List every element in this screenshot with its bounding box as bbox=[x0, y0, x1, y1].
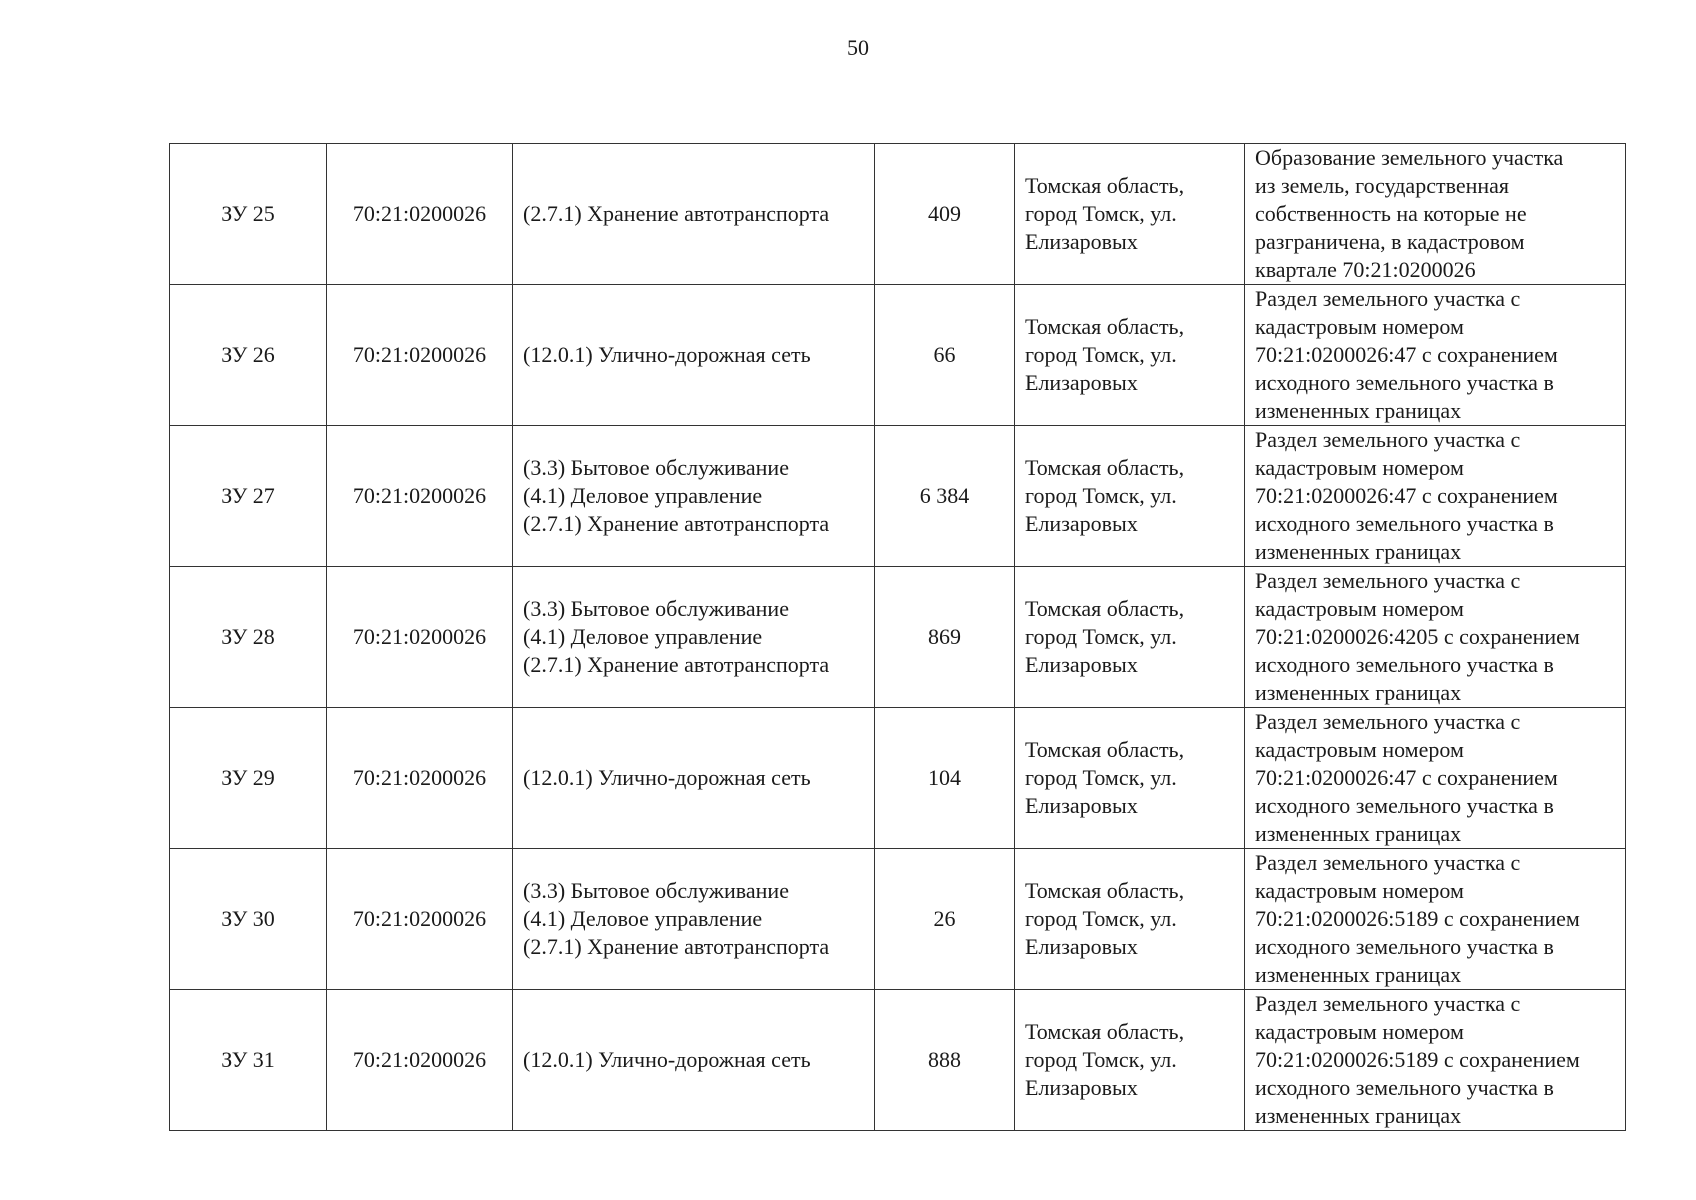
plot-id-cell: ЗУ 28 bbox=[170, 567, 327, 708]
cadastral-quarter-cell: 70:21:0200026 bbox=[327, 708, 513, 849]
area-cell: 66 bbox=[875, 285, 1015, 426]
permitted-use-cell: (12.0.1) Улично-дорожная сеть bbox=[523, 765, 811, 790]
plot-id-cell: ЗУ 27 bbox=[170, 426, 327, 567]
permitted-use-cell: (3.3) Бытовое обслуживание (4.1) Деловое управление (2.7.1) Хранение автотранспорта bbox=[523, 878, 830, 959]
address-cell: Томская область, город Томск, ул. Елизаровых bbox=[1025, 878, 1185, 959]
table-row bbox=[170, 990, 1626, 1131]
formation-method-cell: Раздел земельного участка с кадастровым номером 70:21:0200026:5189 с сохранением исходного земельного участка в измененных границах bbox=[1255, 850, 1580, 987]
permitted-use-cell: (12.0.1) Улично-дорожная сеть bbox=[523, 342, 811, 367]
address-cell: Томская область, город Томск, ул. Елизаровых bbox=[1025, 1019, 1185, 1100]
permitted-use-cell: (2.7.1) Хранение автотранспорта bbox=[523, 201, 830, 226]
page-number: 50 bbox=[847, 35, 869, 60]
permitted-use-cell: (3.3) Бытовое обслуживание (4.1) Деловое управление (2.7.1) Хранение автотранспорта bbox=[523, 455, 830, 536]
plot-id-cell: ЗУ 30 bbox=[170, 849, 327, 990]
plot-id-cell: ЗУ 31 bbox=[170, 990, 327, 1131]
formation-method-cell: Раздел земельного участка с кадастровым номером 70:21:0200026:4205 с сохранением исходного земельного участка в измененных границах bbox=[1255, 568, 1580, 705]
cadastral-quarter-cell: 70:21:0200026 bbox=[327, 990, 513, 1131]
permitted-use-cell: (3.3) Бытовое обслуживание (4.1) Деловое управление (2.7.1) Хранение автотранспорта bbox=[523, 596, 830, 677]
address-cell: Томская область, город Томск, ул. Елизаровых bbox=[1025, 314, 1185, 395]
area-cell: 888 bbox=[875, 990, 1015, 1131]
table-row bbox=[170, 849, 1626, 990]
cadastral-quarter-cell: 70:21:0200026 bbox=[327, 426, 513, 567]
address-cell: Томская область, город Томск, ул. Елизаровых bbox=[1025, 596, 1185, 677]
plot-id-cell: ЗУ 29 bbox=[170, 708, 327, 849]
area-cell: 869 bbox=[875, 567, 1015, 708]
cadastral-quarter-cell: 70:21:0200026 bbox=[327, 567, 513, 708]
formation-method-cell: Образование земельного участка из земель, государственная собственность на которые не разграничена, в кадастровом квартале 70:21:0200026 bbox=[1255, 145, 1564, 282]
formation-method-cell: Раздел земельного участка с кадастровым номером 70:21:0200026:5189 с сохранением исходного земельного участка в измененных границах bbox=[1255, 991, 1580, 1128]
land-plots-table bbox=[169, 143, 1626, 1131]
area-cell: 26 bbox=[875, 849, 1015, 990]
table-row bbox=[170, 567, 1626, 708]
table-row bbox=[170, 144, 1626, 285]
table-row bbox=[170, 285, 1626, 426]
formation-method-cell: Раздел земельного участка с кадастровым номером 70:21:0200026:47 с сохранением исходного земельного участка в измененных границах bbox=[1255, 709, 1558, 846]
address-cell: Томская область, город Томск, ул. Елизаровых bbox=[1025, 173, 1185, 254]
cadastral-quarter-cell: 70:21:0200026 bbox=[327, 849, 513, 990]
plot-id-cell: ЗУ 26 bbox=[170, 285, 327, 426]
area-cell: 409 bbox=[875, 144, 1015, 285]
address-cell: Томская область, город Томск, ул. Елизаровых bbox=[1025, 737, 1185, 818]
formation-method-cell: Раздел земельного участка с кадастровым номером 70:21:0200026:47 с сохранением исходного земельного участка в измененных границах bbox=[1255, 286, 1558, 423]
table-row bbox=[170, 426, 1626, 567]
plot-id-cell: ЗУ 25 bbox=[170, 144, 327, 285]
cadastral-quarter-cell: 70:21:0200026 bbox=[327, 285, 513, 426]
cadastral-quarter-cell: 70:21:0200026 bbox=[327, 144, 513, 285]
permitted-use-cell: (12.0.1) Улично-дорожная сеть bbox=[523, 1047, 811, 1072]
area-cell: 6 384 bbox=[875, 426, 1015, 567]
address-cell: Томская область, город Томск, ул. Елизаровых bbox=[1025, 455, 1185, 536]
area-cell: 104 bbox=[875, 708, 1015, 849]
formation-method-cell: Раздел земельного участка с кадастровым номером 70:21:0200026:47 с сохранением исходного земельного участка в измененных границах bbox=[1255, 427, 1558, 564]
table-row bbox=[170, 708, 1626, 849]
